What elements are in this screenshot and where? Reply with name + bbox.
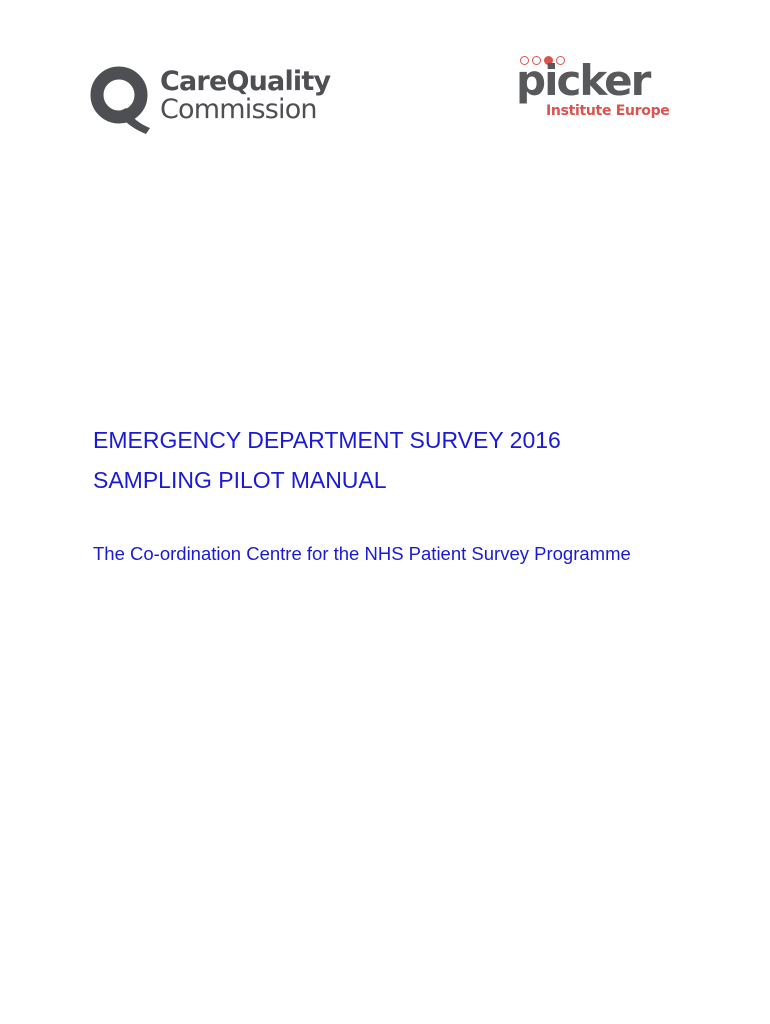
picker-logo-word: picker <box>516 56 650 105</box>
document-title <box>93 420 693 500</box>
title-line-2: SAMPLING PILOT MANUAL <box>93 467 387 493</box>
cqc-logo-line2: Commission <box>160 94 317 125</box>
title-line-1: EMERGENCY DEPARTMENT SURVEY 2016 <box>93 427 561 453</box>
cqc-logo-line1: CareQuality <box>160 66 331 97</box>
cqc-logo <box>88 64 331 134</box>
cqc-q-mark-icon <box>88 64 154 134</box>
picker-logo <box>516 56 676 126</box>
document-subtitle: The Co-ordination Centre for the NHS Patient Survey Programme <box>93 543 631 564</box>
picker-logo-subtitle: Institute Europe <box>546 103 670 119</box>
